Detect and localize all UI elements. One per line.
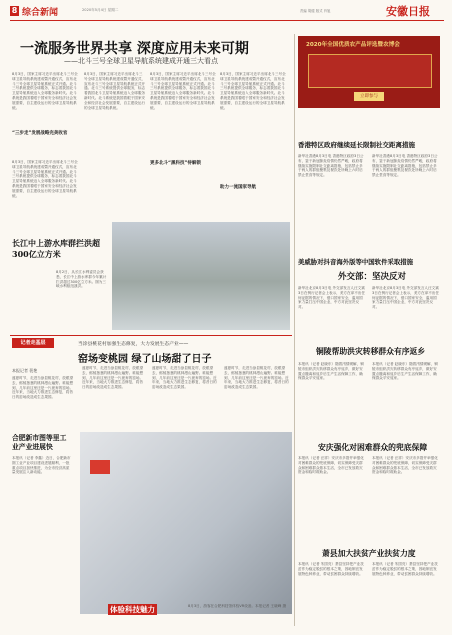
promo-banner <box>308 54 432 88</box>
xiaoxian-body-col-2: 本报讯（记者 朱国亮）萧县坚持把产业扶贫作为稳定脱贫的根本之策，因地制宜发展特色种养业，带动贫困群众持续增收。 <box>372 562 438 576</box>
dam-photo <box>112 222 290 330</box>
river-caption: 8月2日，从长江水利委员会获悉，长江中上游水库群今年累计拦洪超过300亿立方米。图为三峡水利枢纽泄洪。 <box>56 270 107 289</box>
lead-title: 一流服务世界共享 深度应用未来可期 <box>20 41 249 57</box>
newspaper-logo: 安徽日报 <box>386 5 430 18</box>
feature-tag: 记者走基层 <box>12 338 54 348</box>
tongling-title: 铜陵帮助洪灾转移群众有序返乡 <box>316 347 426 356</box>
lead-body-col-2: 8月3日，国家主席习近平出席北斗三号全球卫星导航系统建成暨开通仪式，宣布北斗三号全球卫星导航系统正式开通。北斗三号系统提供全球服务，标志着我国北斗卫星导航系统迈入全球服务新时代。北斗系统是我国着眼于国家安全和经济社会发展需要，自主建设运行的全球卫星导航系统。 <box>84 72 146 110</box>
vr-photo <box>80 432 292 614</box>
hk-body-col-1: 新华社香港8月3日电 香港特区政府3日公布，鉴于新冠肺炎疫情仍然严峻，政府将继续实施限制社交距离措施，包括禁止多于两人的群组聚集及餐饮处所晚上六时后禁止堂食等规定。 <box>298 154 364 178</box>
lead-body-col-3: 8月3日，国家主席习近平出席北斗三号全球卫星导航系统建成暨开通仪式，宣布北斗三号全球卫星导航系统正式开通。北斗三号系统提供全球服务，标志着我国北斗卫星导航系统迈入全球服务新时代。北斗系统是我国着眼于国家安全和经济社会发展需要，自主建设运行的全球卫星导航系统。 <box>150 72 216 110</box>
lead-body-col-1b: 8月3日，国家主席习近平出席北斗三号全球卫星导航系统建成暨开通仪式，宣布北斗三号全球卫星导航系统正式开通。北斗三号系统提供全球服务，标志着我国北斗卫星导航系统迈入全球服务新时代。北斗系统是我国着眼于国家安全和经济社会发展需要，自主建设运行的全球卫星导航系统。 <box>12 160 78 198</box>
header-rule <box>10 20 444 21</box>
hefei-body: 本报讯（记者 李鑫）近日，合肥新市图工业产业项目建设进展顺利，一批重点项目加快推进，为全市经济高质量发展注入新动能。 <box>12 456 71 475</box>
river-caption-title: 长江中上游水库群拦洪超300亿立方米 <box>12 238 100 259</box>
tongling-body-col-1: 本报讯（记者 赵晓东）随着汛情缓解，铜陵市组织洪灾转移群众有序返乡，做好安置点撤离和返乡后生产生活保障工作，确保群众平安返家。 <box>298 362 364 381</box>
feature-body-col-2: 盛夏时节，走进当涂县桃花村，放眼望去，郁郁葱葱的桃林漫山遍野。谁能想到，几年前这里还是一片废弃的窑场。近年来，当地大力推进生态修复，将昔日的窑场改造成生态果园。 <box>82 366 144 390</box>
hk-body-col-2: 新华社香港8月3日电 香港特区政府3日公布，鉴于新冠肺炎疫情仍然严峻，政府将继续实施限制社交距离措施，包括禁止多于两人的群组聚集及餐饮处所晚上六时后禁止堂食等规定。 <box>372 154 438 178</box>
feature-byline: 本报记者 裴艳 <box>12 368 38 373</box>
promo-box[interactable] <box>298 36 440 108</box>
feature-body-col-1: 盛夏时节，走进当涂县桃花村，放眼望去，郁郁葱葱的桃林漫山遍野。谁能想到，几年前这里还是一片废弃的窑场。近年来，当地大力推进生态修复，将昔日的窑场改造成生态果园。 <box>12 376 74 400</box>
editor-line: 责编 胡健 版式 肖旭 <box>300 9 331 13</box>
hk-title: 香港特区政府继续延长限制社交距离措施 <box>298 141 415 149</box>
xiaoxian-body-col-1: 本报讯（记者 朱国亮）萧县坚持把产业扶贫作为稳定脱贫的根本之策，因地制宜发展特色种养业，带动贫困群众持续增收。 <box>298 562 364 576</box>
promo-button[interactable]: 立即参与 <box>354 92 384 101</box>
feature-title: 窑场变桃园 绿了山场甜了日子 <box>78 354 212 365</box>
date-line: 2020年5月4日 星期二 <box>82 8 119 12</box>
feature-kicker: 当涂县桃花村加强生态修复，大力发展生态产业—— <box>78 342 189 347</box>
us-body-col-2: 新华社北京8月3日电 外交部发言人汪文斌3日在例行记者会上表示，美方在拿不出任何证据的情况下，借口国家安全，滥用国家力量打压中国企业，中方对此坚决反对。 <box>372 286 439 310</box>
us-title: 美威胁对抖音海外版等中国软件采取措施 <box>298 258 414 266</box>
tongling-body-col-2: 本报讯（记者 赵晓东）随着汛情缓解，铜陵市组织洪灾转移群众有序返乡，做好安置点撤离和返乡后生产生活保障工作，确保群众平安返家。 <box>372 362 438 381</box>
anqing-body-col-2: 本报讯（记者 汪祥）安庆市多措并举强化对困难群众的兜底保障，切实保障受灾群众和困难群众基本生活，全市已发放救灾资金和临时救助金。 <box>372 456 438 475</box>
lead-subhead-2: 更多北斗“黑科技”待解锁 <box>150 161 201 166</box>
section-title: 综合新闻 <box>22 8 59 18</box>
anqing-body-col-1: 本报讯（记者 汪祥）安庆市多措并举强化对困难群众的兜底保障，切实保障受灾群众和困难群众基本生活，全市已发放救灾资金和临时救助金。 <box>298 456 364 475</box>
flag-graphic <box>90 460 110 474</box>
column-divider <box>294 34 295 626</box>
feature-body-col-4: 盛夏时节，走进当涂县桃花村，放眼望去，郁郁葱葱的桃林漫山遍野。谁能想到，几年前这里还是一片废弃的窑场。近年来，当地大力推进生态修复，将昔日的窑场改造成生态果园。 <box>224 366 289 390</box>
photo-credit: 8月3日，游客在合肥科技馆体验VR设备。本报记者 王晓峰 摄 <box>188 604 287 608</box>
hefei-title: 合肥新市图等里工业产业进展快 <box>12 434 67 451</box>
lead-subhead-3: 助力一流国家导航 <box>220 185 256 190</box>
lead-body-col-4: 8月3日，国家主席习近平出席北斗三号全球卫星导航系统建成暨开通仪式，宣布北斗三号全球卫星导航系统正式开通。北斗三号系统提供全球服务，标志着我国北斗卫星导航系统迈入全球服务新时代。北斗系统是我国着眼于国家安全和经济社会发展需要，自主建设运行的全球卫星导航系统。 <box>220 72 286 110</box>
page-number: 8 <box>11 6 18 15</box>
lead-subhead-1: “三步走”发展战略完美收官 <box>12 131 68 136</box>
us-subtitle: 外交部：坚决反对 <box>338 272 407 282</box>
promo-title: 2020年全国优质农产品评选暨农博会 <box>306 42 400 48</box>
us-body-col-1: 新华社北京8月3日电 外交部发言人汪文斌3日在例行记者会上表示，美方在拿不出任何证据的情况下，借口国家安全，滥用国家力量打压中国企业，中方对此坚决反对。 <box>298 286 365 310</box>
anqing-title: 安庆强化对困难群众的兜底保障 <box>318 443 428 452</box>
photo-caption: 体验科技魅力 <box>110 605 155 614</box>
feature-body-col-3: 盛夏时节，走进当涂县桃花村，放眼望去，郁郁葱葱的桃林漫山遍野。谁能想到，几年前这里还是一片废弃的窑场。近年来，当地大力推进生态修复，将昔日的窑场改造成生态果园。 <box>152 366 217 390</box>
xiaoxian-title: 萧县加大扶贫产业扶贫力度 <box>322 549 416 558</box>
feature-rule <box>10 335 292 336</box>
lead-subtitle: ——北斗三号全球卫星导航系统建成开通三大看点 <box>64 57 218 65</box>
lead-body-col-1: 8月3日，国家主席习近平出席北斗三号全球卫星导航系统建成暨开通仪式，宣布北斗三号全球卫星导航系统正式开通。北斗三号系统提供全球服务，标志着我国北斗卫星导航系统迈入全球服务新时代。北斗系统是我国着眼于国家安全和经济社会发展需要，自主建设运行的全球卫星导航系统。 <box>12 72 78 110</box>
